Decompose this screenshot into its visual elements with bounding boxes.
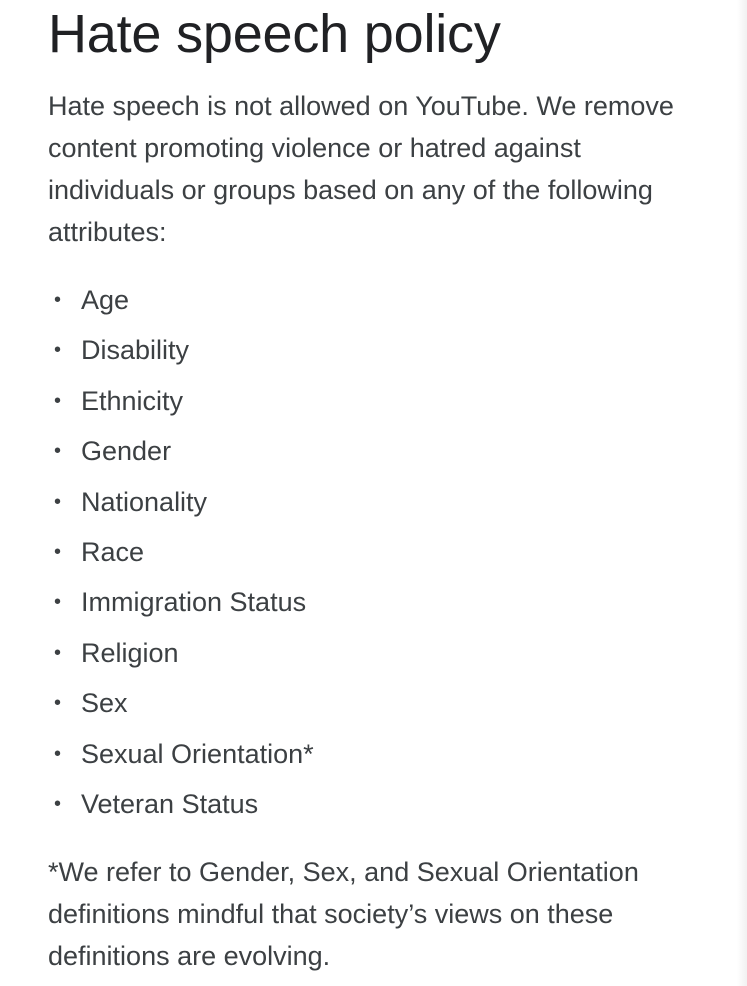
bullet-icon: • (54, 591, 62, 614)
list-item-label: Sexual Orientation* (81, 738, 314, 769)
bullet-icon: • (54, 490, 62, 513)
bullet-icon: • (54, 792, 62, 815)
list-item-label: Sex (81, 688, 128, 719)
bullet-icon: • (54, 339, 62, 362)
footnote: *We refer to Gender, Sex, and Sexual Orientation definitions mindful that society’s views on these definitions are evolving. (48, 857, 639, 971)
list-item-label: Race (81, 536, 145, 567)
list-item-label: Immigration Status (81, 587, 307, 618)
bullet-icon: • (54, 692, 62, 715)
list-item-label: Gender (81, 436, 172, 467)
bullet-icon: • (54, 289, 62, 311)
bullet-icon: • (54, 440, 62, 463)
list-item-label: Disability (81, 335, 190, 366)
intro-paragraph: Hate speech is not allowed on YouTube. We remove content promoting violence or hatred against individuals or groups based on any of the following attributes: (48, 91, 674, 247)
list-item-label: Nationality (81, 486, 208, 517)
list-item-label: Veteran Status (81, 788, 259, 819)
bullet-icon: • (54, 742, 62, 765)
page-title: Hate speech policy (48, 4, 501, 64)
list-item-label: Age (81, 285, 130, 315)
bullet-icon: • (54, 389, 62, 412)
bullet-icon: • (54, 540, 62, 563)
page-edge-shadow (737, 0, 747, 986)
bullet-icon: • (54, 641, 62, 664)
list-item-label: Ethnicity (81, 385, 184, 416)
list-item-label: Religion (81, 637, 179, 668)
